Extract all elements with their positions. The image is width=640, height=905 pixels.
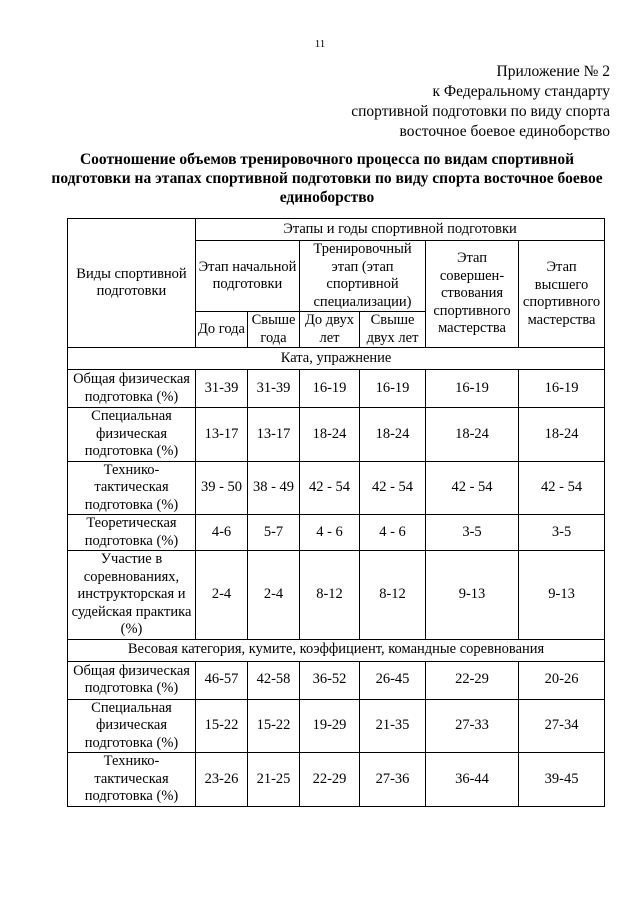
header-training-up-to-two: До двух лет bbox=[300, 312, 360, 348]
value-cell: 26-45 bbox=[360, 661, 426, 699]
table-row bbox=[68, 661, 605, 699]
value-cell: 42 - 54 bbox=[426, 461, 519, 515]
value-cell: 2-4 bbox=[196, 551, 248, 640]
value-cell: 18-24 bbox=[519, 408, 605, 462]
document-title: Соотношение объемов тренировочного процесса по видам спортивной подготовки на этапах спортивной подготовки по виду спорта восточное боевое единоборство bbox=[51, 151, 603, 206]
row-label: Участие в соревнованиях, инструкторская и судейская практика (%) bbox=[68, 551, 196, 640]
value-cell: 15-22 bbox=[196, 699, 248, 753]
value-cell: 18-24 bbox=[300, 408, 360, 462]
value-cell: 21-35 bbox=[360, 699, 426, 753]
row-label: Технико-тактическая подготовка (%) bbox=[68, 461, 196, 515]
value-cell: 9-13 bbox=[519, 551, 605, 640]
appendix-line: Приложение № 2 bbox=[496, 63, 610, 80]
section-title: Весовая категория, кумите, коэффициент, командные соревнования bbox=[68, 639, 605, 661]
value-cell: 16-19 bbox=[300, 370, 360, 408]
value-cell: 4-6 bbox=[196, 515, 248, 551]
value-cell: 36-44 bbox=[426, 753, 519, 807]
table-row bbox=[68, 515, 605, 551]
section-title: Ката, упражнение bbox=[68, 348, 605, 370]
value-cell: 18-24 bbox=[360, 408, 426, 462]
value-cell: 15-22 bbox=[248, 699, 300, 753]
training-ratio-table bbox=[67, 218, 605, 807]
value-cell: 8-12 bbox=[360, 551, 426, 640]
value-cell: 2-4 bbox=[248, 551, 300, 640]
value-cell: 3-5 bbox=[426, 515, 519, 551]
value-cell: 36-52 bbox=[300, 661, 360, 699]
header-stages: Этапы и годы спортивной подготовки bbox=[196, 219, 605, 241]
header-initial-over-year: Свыше года bbox=[248, 312, 300, 348]
row-label: Технико-тактическая подготовка (%) bbox=[68, 753, 196, 807]
table-row bbox=[68, 551, 605, 640]
table-row bbox=[68, 408, 605, 462]
appendix-line: к Федеральному стандарту bbox=[432, 83, 610, 100]
value-cell: 42-58 bbox=[248, 661, 300, 699]
value-cell: 22-29 bbox=[426, 661, 519, 699]
value-cell: 39 - 50 bbox=[196, 461, 248, 515]
table-row bbox=[68, 699, 605, 753]
value-cell: 27-36 bbox=[360, 753, 426, 807]
table-row bbox=[68, 370, 605, 408]
value-cell: 42 - 54 bbox=[360, 461, 426, 515]
value-cell: 21-25 bbox=[248, 753, 300, 807]
appendix-header bbox=[351, 62, 610, 142]
header-initial-up-to-year: До года bbox=[196, 312, 248, 348]
value-cell: 19-29 bbox=[300, 699, 360, 753]
value-cell: 39-45 bbox=[519, 753, 605, 807]
value-cell: 27-34 bbox=[519, 699, 605, 753]
value-cell: 13-17 bbox=[248, 408, 300, 462]
table-row bbox=[68, 461, 605, 515]
appendix-line: спортивной подготовки по виду спорта bbox=[351, 103, 610, 120]
value-cell: 3-5 bbox=[519, 515, 605, 551]
value-cell: 18-24 bbox=[426, 408, 519, 462]
value-cell: 4 - 6 bbox=[360, 515, 426, 551]
value-cell: 46-57 bbox=[196, 661, 248, 699]
value-cell: 27-33 bbox=[426, 699, 519, 753]
section-row bbox=[68, 348, 605, 370]
row-label: Теоретическая подготовка (%) bbox=[68, 515, 196, 551]
appendix-line: восточное боевое единоборство bbox=[399, 123, 610, 140]
header-training-over-two: Свыше двух лет bbox=[360, 312, 426, 348]
value-cell: 16-19 bbox=[360, 370, 426, 408]
value-cell: 20-26 bbox=[519, 661, 605, 699]
value-cell: 23-26 bbox=[196, 753, 248, 807]
value-cell: 22-29 bbox=[300, 753, 360, 807]
header-stage-initial: Этап начальной подготовки bbox=[196, 241, 300, 312]
page-number: 11 bbox=[314, 38, 326, 50]
value-cell: 31-39 bbox=[248, 370, 300, 408]
section-row bbox=[68, 639, 605, 661]
row-label: Специальная физическая подготовка (%) bbox=[68, 699, 196, 753]
header-stage-perfection: Этап совершен-ствования спортивного мастерства bbox=[426, 241, 519, 348]
value-cell: 38 - 49 bbox=[248, 461, 300, 515]
value-cell: 16-19 bbox=[426, 370, 519, 408]
value-cell: 8-12 bbox=[300, 551, 360, 640]
value-cell: 4 - 6 bbox=[300, 515, 360, 551]
value-cell: 42 - 54 bbox=[300, 461, 360, 515]
row-label: Общая физическая подготовка (%) bbox=[68, 370, 196, 408]
value-cell: 5-7 bbox=[248, 515, 300, 551]
value-cell: 9-13 bbox=[426, 551, 519, 640]
value-cell: 13-17 bbox=[196, 408, 248, 462]
row-label: Специальная физическая подготовка (%) bbox=[68, 408, 196, 462]
header-stage-training: Тренировочный этап (этап спортивной специализации) bbox=[300, 241, 426, 312]
row-label: Общая физическая подготовка (%) bbox=[68, 661, 196, 699]
table-row bbox=[68, 753, 605, 807]
value-cell: 42 - 54 bbox=[519, 461, 605, 515]
header-types: Виды спортивной подготовки bbox=[68, 219, 196, 348]
value-cell: 16-19 bbox=[519, 370, 605, 408]
value-cell: 31-39 bbox=[196, 370, 248, 408]
header-stage-higher: Этап высшего спортивного мастерства bbox=[519, 241, 605, 348]
